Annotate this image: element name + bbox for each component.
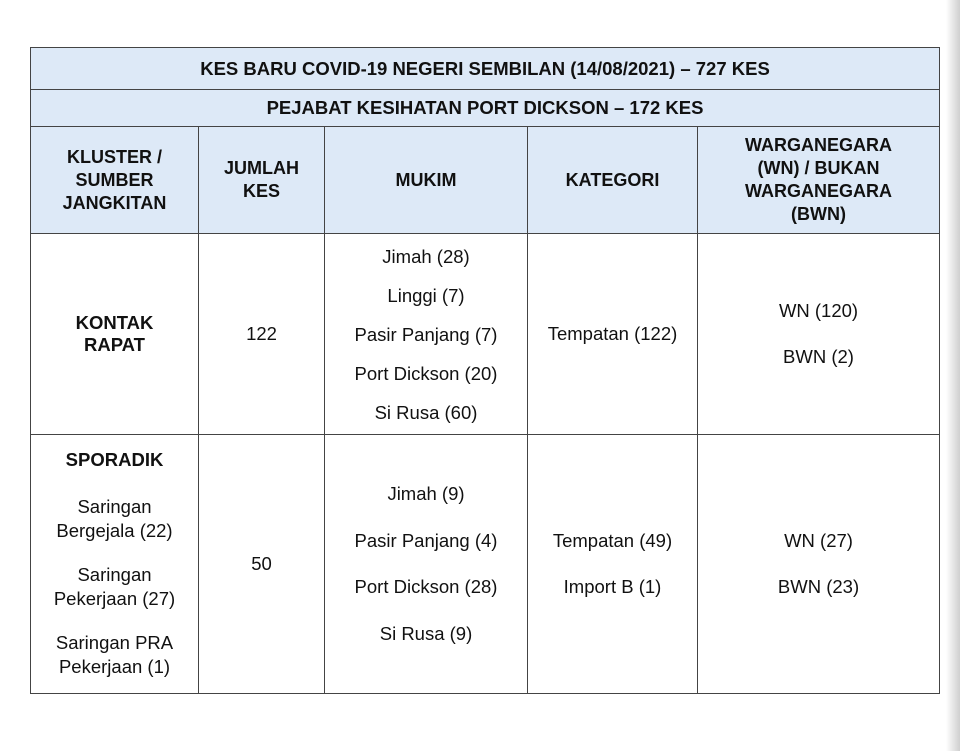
kluster-cell: SPORADIK Saringan Bergejala (22) Saringan Pekerjaan (27) Saringan PRA Pekerjaan (1) — [31, 435, 199, 694]
mukim-cell: Jimah (28) Linggi (7) Pasir Panjang (7) Port Dickson (20) Si Rusa (60) — [325, 234, 528, 435]
wn-cell: WN (120) BWN (2) — [698, 234, 940, 435]
page-edge-shadow — [946, 0, 960, 751]
header-wn: WARGANEGARA (WN) / BUKAN WARGANEGARA (BWN) — [698, 127, 940, 234]
mukim-cell: Jimah (9) Pasir Panjang (4) Port Dickson (28) Si Rusa (9) — [325, 435, 528, 694]
covid-case-table — [30, 47, 940, 694]
table-row — [31, 234, 940, 435]
header-jumlah: JUMLAH KES — [199, 127, 325, 234]
table-title: KES BARU COVID-19 NEGERI SEMBILAN (14/08/2021) – 727 KES — [31, 48, 940, 90]
table-subtitle: PEJABAT KESIHATAN PORT DICKSON – 172 KES — [31, 90, 940, 127]
header-kluster: KLUSTER / SUMBER JANGKITAN — [31, 127, 199, 234]
header-kategori: KATEGORI — [528, 127, 698, 234]
table-row — [31, 435, 940, 694]
kategori-cell: Tempatan (49) Import B (1) — [528, 435, 698, 694]
jumlah-cell: 50 — [199, 435, 325, 694]
kluster-cell: KONTAK RAPAT — [31, 234, 199, 435]
jumlah-cell: 122 — [199, 234, 325, 435]
kategori-cell: Tempatan (122) — [528, 234, 698, 435]
header-mukim: MUKIM — [325, 127, 528, 234]
wn-cell: WN (27) BWN (23) — [698, 435, 940, 694]
